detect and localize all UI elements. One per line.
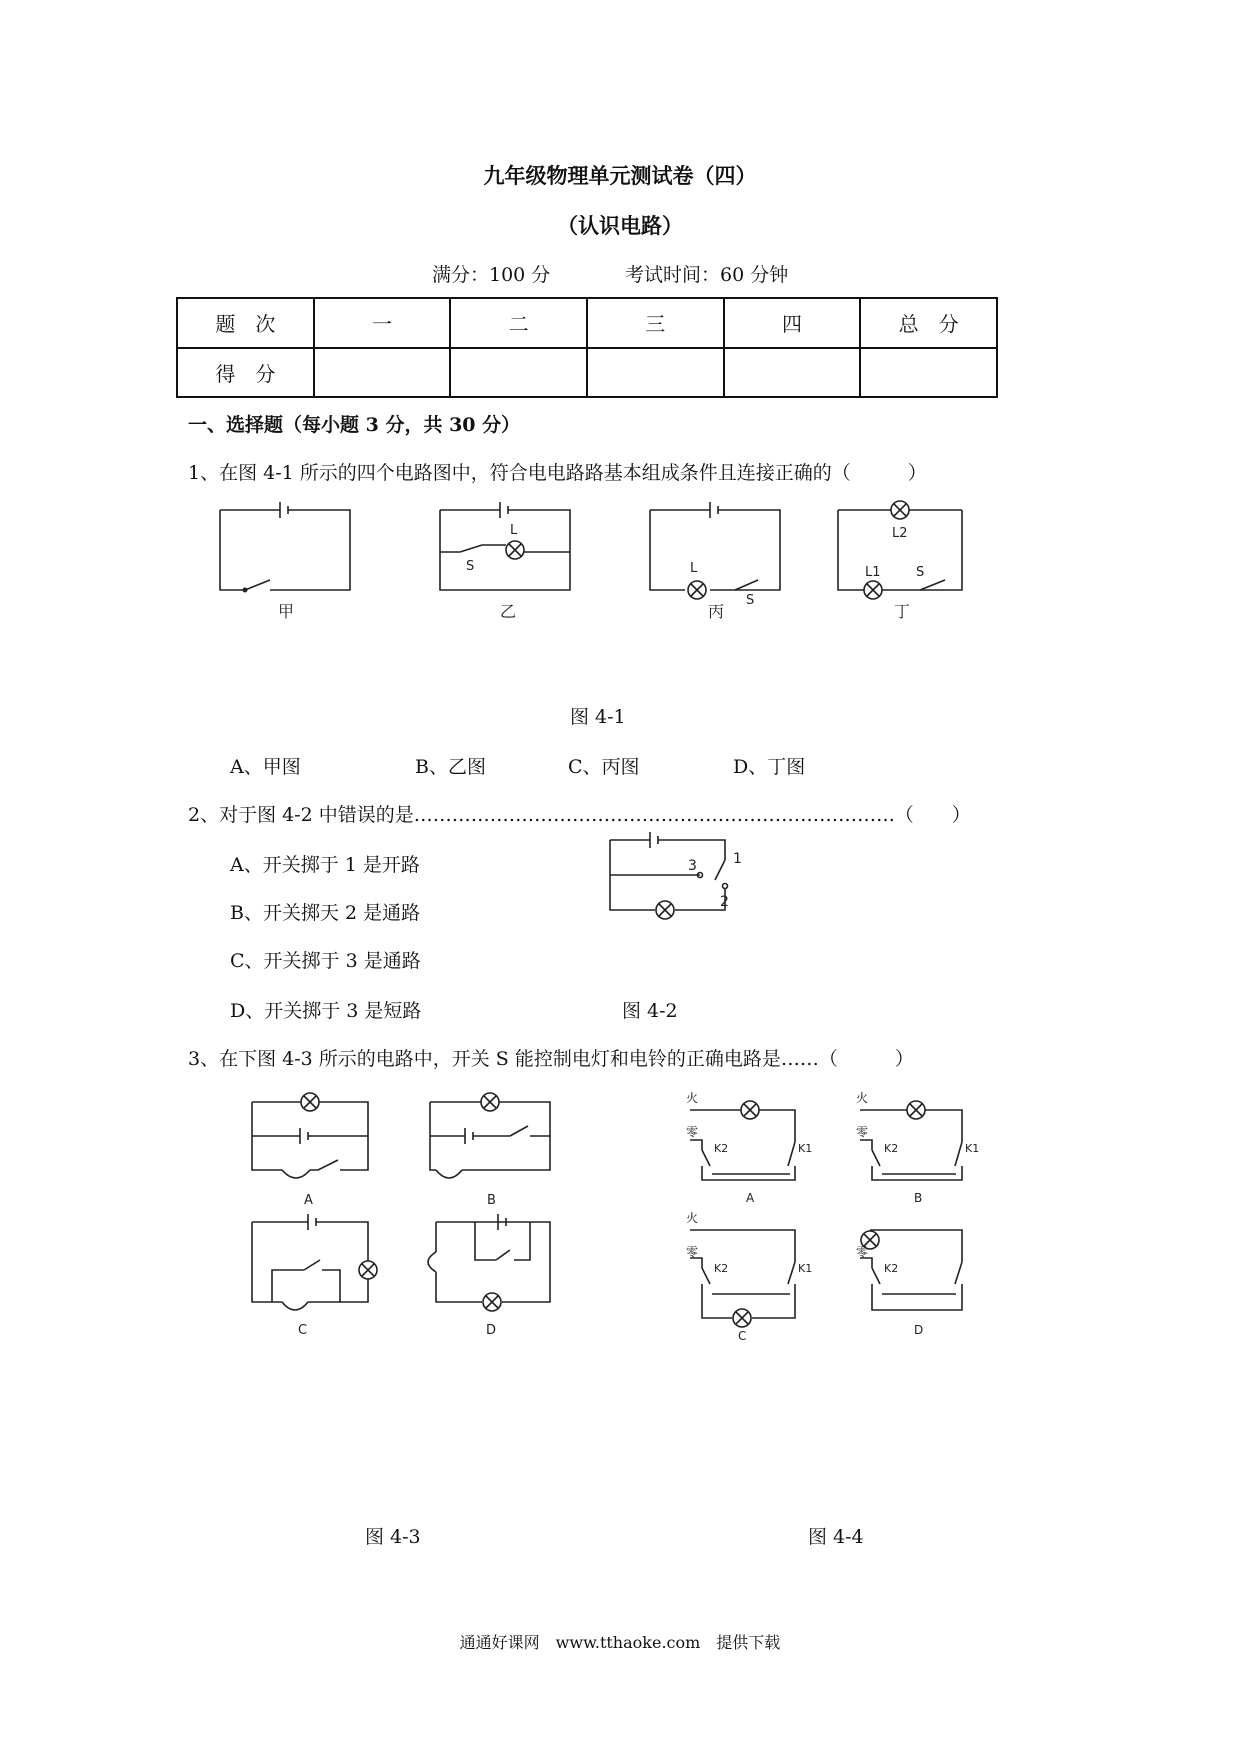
table-cell: 总 分 (860, 298, 997, 348)
label-ding: 丁 (894, 602, 911, 621)
terminal-2: 2 (720, 894, 729, 910)
q1-option-d[interactable]: D、丁图 (733, 756, 806, 778)
figure-4-4-caption: 图 4-4 (808, 1526, 864, 1548)
mark-k1: K1 (798, 1262, 813, 1275)
label-4-4-c: C (738, 1329, 747, 1343)
q1-option-c[interactable]: C、丙图 (568, 756, 640, 778)
mark-l1: L1 (865, 565, 881, 580)
table-cell: 二 (450, 298, 587, 348)
q2-option-c[interactable]: C、开关掷于 3 是通路 (230, 950, 421, 972)
exam-time: 考试时间：60 分钟 (625, 264, 789, 286)
figure-4-1 (210, 500, 1010, 630)
mark-live: 火 (856, 1091, 869, 1105)
full-score: 满分：100 分 (432, 264, 551, 286)
score-input-cell[interactable] (450, 348, 587, 398)
label-yi: 乙 (500, 602, 517, 621)
q2-option-d[interactable]: D、开关掷于 3 是短路 (230, 1000, 422, 1022)
label-bing: 丙 (708, 602, 725, 621)
score-input-cell[interactable] (314, 348, 451, 398)
figure-4-2-caption: 图 4-2 (622, 1000, 678, 1022)
circuit-4-3-c (252, 1214, 377, 1310)
label-4-3-a: A (304, 1193, 313, 1208)
score-input-cell[interactable] (724, 348, 861, 398)
table-cell: 三 (587, 298, 724, 348)
table-cell: 题 次 (177, 298, 314, 348)
section-heading: 一、选择题（每小题 3 分，共 30 分） (188, 414, 521, 436)
table-cell: 得 分 (177, 348, 314, 398)
circuit-4-3-b (430, 1093, 550, 1178)
mark-neutral: 零 (686, 1245, 699, 1259)
mark-l: L (690, 561, 698, 576)
mark-neutral: 零 (856, 1125, 869, 1139)
circuit-4-4-b (860, 1101, 962, 1180)
page-subtitle: （认识电路） (557, 213, 683, 238)
mark-k2: K2 (714, 1142, 729, 1155)
q2-option-b[interactable]: B、开关掷天 2 是通路 (230, 902, 421, 924)
q2-option-a[interactable]: A、开关掷于 1 是开路 (230, 854, 420, 876)
mark-l2: L2 (892, 526, 908, 541)
question-2-text: 2、对于图 4-2 中错误的是………………………………………………………………….（ ） (188, 804, 971, 826)
mark-s: S (466, 559, 475, 574)
figure-4-4 (680, 1090, 1020, 1350)
mark-live: 火 (686, 1091, 699, 1105)
mark-k1: K1 (965, 1142, 980, 1155)
circuit-4-4-d (860, 1230, 962, 1310)
mark-k2: K2 (884, 1142, 899, 1155)
mark-k1: K1 (798, 1142, 813, 1155)
question-3-text: 3、在下图 4-3 所示的电路中，开关 S 能控制电灯和电铃的正确电路是……（ ） (188, 1048, 914, 1070)
label-4-4-a: A (746, 1191, 755, 1205)
circuit-4-4-c (690, 1230, 795, 1327)
label-jia: 甲 (278, 602, 295, 621)
q1-option-a[interactable]: A、甲图 (230, 756, 301, 778)
circuit-4-3-d (428, 1214, 550, 1311)
terminal-1: 1 (733, 851, 742, 867)
q1-option-b[interactable]: B、乙图 (415, 756, 486, 778)
mark-s: S (746, 593, 755, 608)
circuit-jia (220, 502, 350, 593)
mark-neutral: 零 (856, 1245, 869, 1259)
figure-4-1-caption: 图 4-1 (570, 706, 626, 728)
score-table (176, 297, 998, 398)
label-4-3-b: B (487, 1193, 496, 1208)
figure-4-3 (240, 1090, 570, 1340)
label-4-4-b: B (914, 1191, 923, 1205)
question-1-text: 1、在图 4-1 所示的四个电路图中，符合电电路路基本组成条件且连接正确的（ ） (188, 462, 927, 484)
circuit-bing (650, 502, 780, 599)
figure-4-3-caption: 图 4-3 (365, 1526, 421, 1548)
table-cell: 四 (724, 298, 861, 348)
terminal-3: 3 (688, 858, 697, 874)
label-4-3-c: C (298, 1323, 308, 1338)
circuit-yi (440, 502, 570, 590)
circuit-ding (838, 501, 962, 599)
circuit-4-3-a (252, 1093, 368, 1178)
score-table-score-row (177, 348, 997, 398)
mark-k2: K2 (714, 1262, 729, 1275)
score-table-header-row (177, 298, 997, 348)
label-4-4-d: D (914, 1323, 924, 1337)
label-4-3-d: D (486, 1323, 497, 1338)
mark-live: 火 (686, 1211, 699, 1225)
score-input-cell[interactable] (860, 348, 997, 398)
mark-l: L (510, 523, 518, 538)
figure-4-2 (600, 830, 780, 940)
mark-k2: K2 (884, 1262, 899, 1275)
score-input-cell[interactable] (587, 348, 724, 398)
footer-text: 通通好课网 www.tthaoke.com 提供下载 (459, 1633, 781, 1652)
mark-s: S (916, 565, 925, 580)
circuit-4-4-a (690, 1101, 795, 1180)
mark-neutral: 零 (686, 1125, 699, 1139)
page-title: 九年级物理单元测试卷（四） (483, 163, 757, 188)
table-cell: 一 (314, 298, 451, 348)
